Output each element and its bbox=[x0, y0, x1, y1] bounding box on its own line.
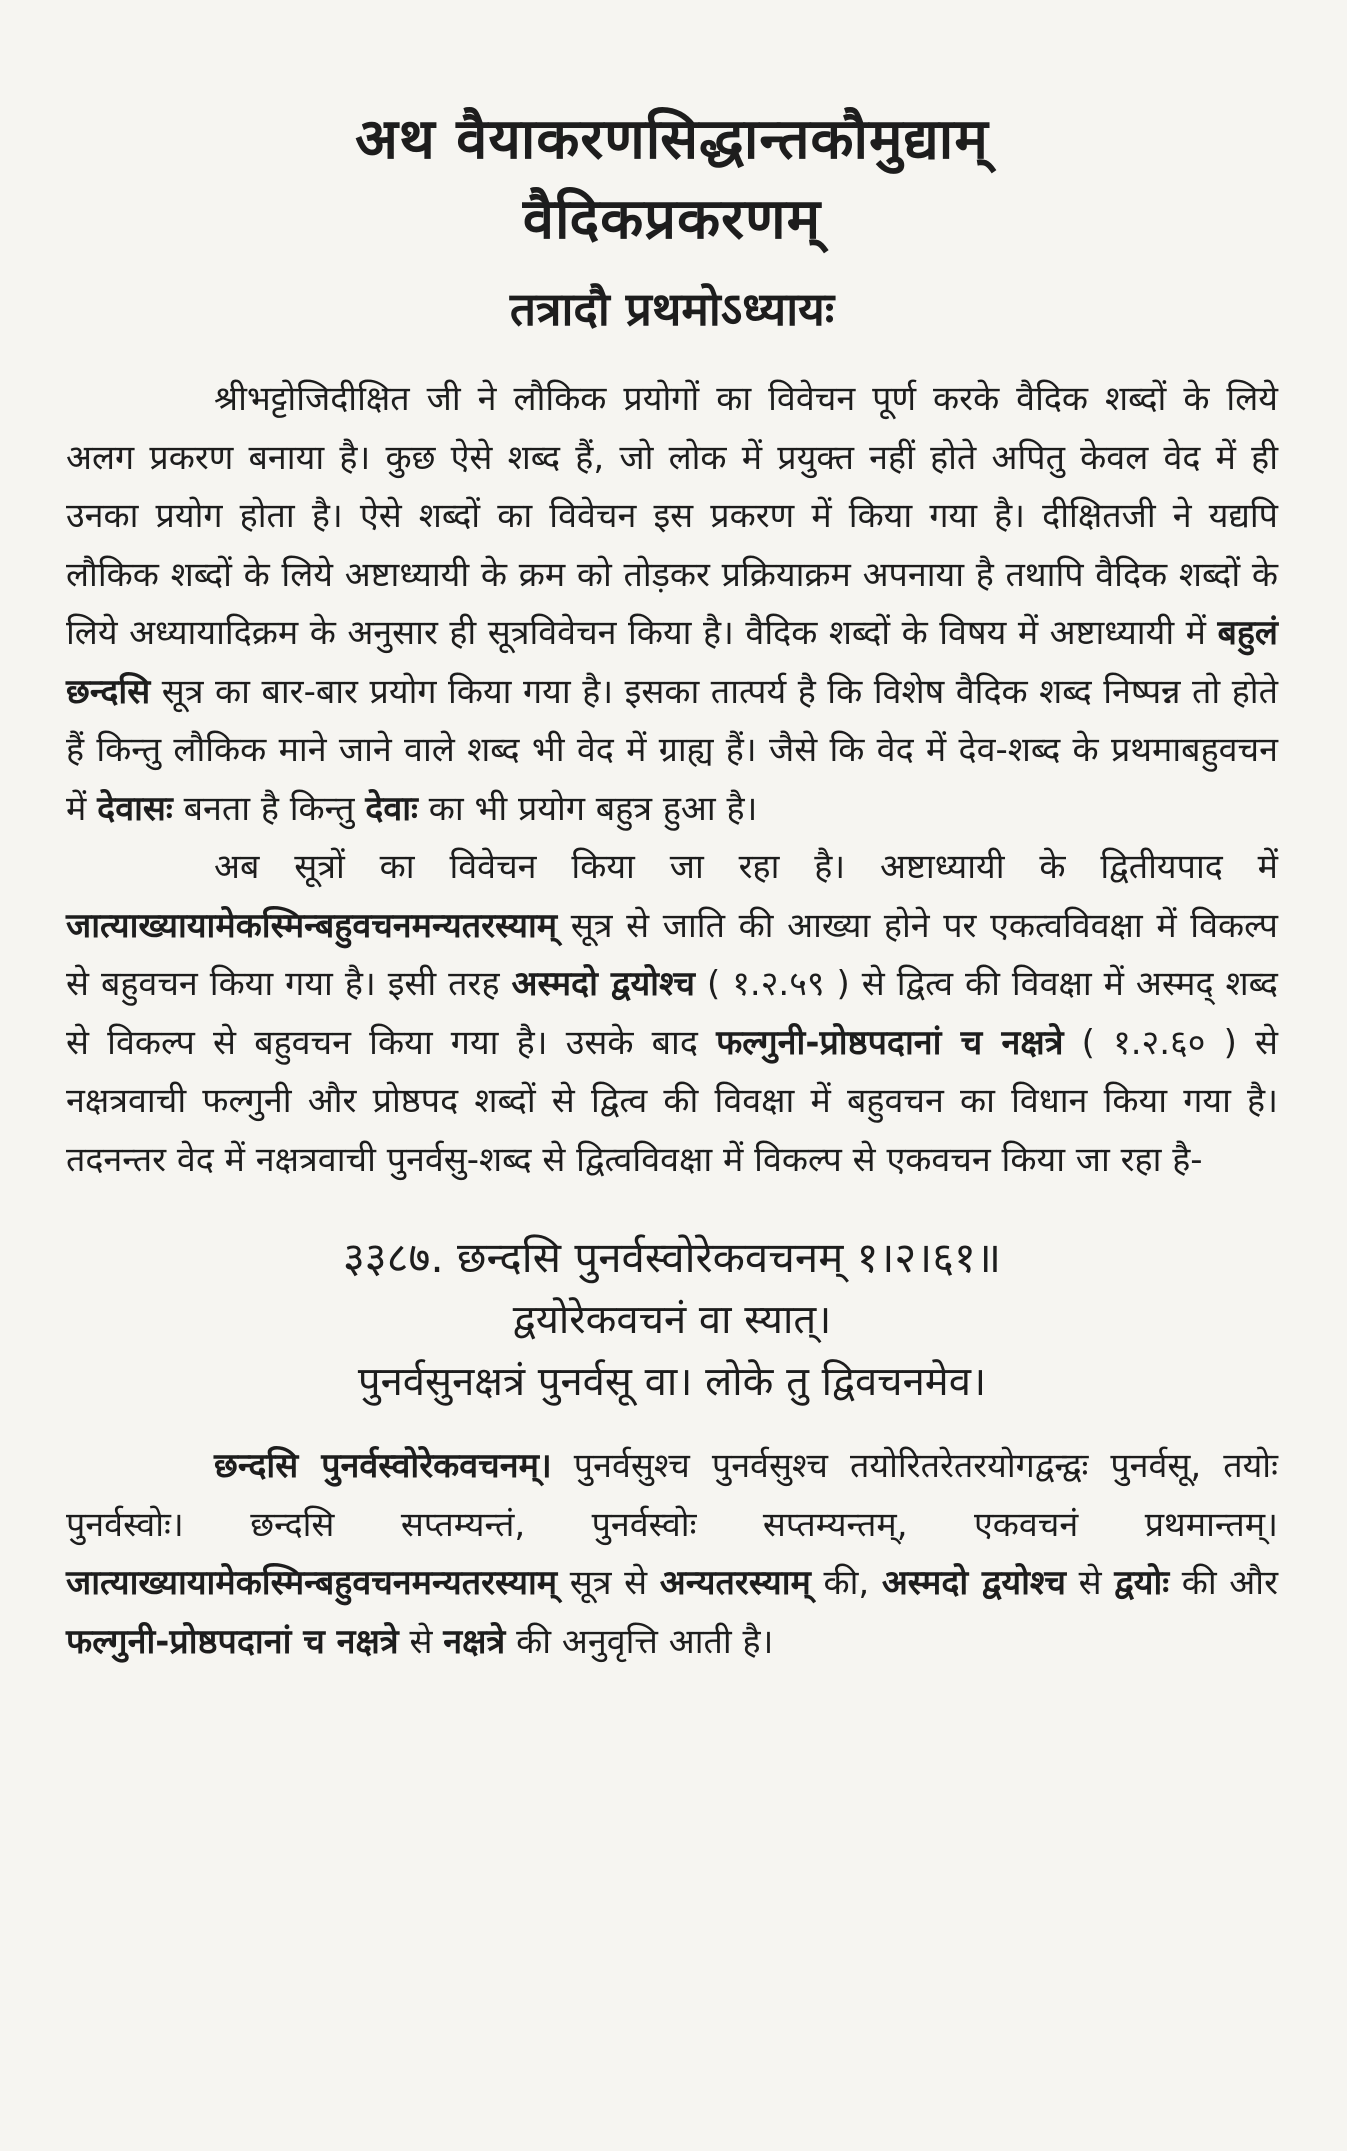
title-line-2: वैदिकप्रकरणम् bbox=[522, 187, 822, 252]
intro-text-2: सूत्र का बार-बार प्रयोग किया गया है। इसका तात्पर्य है कि विशेष वैदिक शब्द निष्पन्न तो होते हैं किन्तु लौकिक माने जाने वाले शब्द भी वेद में ग्राह्य हैं। जैसे कि वेद में देव-शब्द के प्रथमाबहुवचन में bbox=[66, 671, 1278, 829]
chapter-heading: तत्रादौ प्रथमोऽध्यायः bbox=[509, 282, 835, 336]
commentary-bold-2: जात्याख्यायामेकस्मिन्बहुवचनमन्यतरस्याम् bbox=[66, 1563, 558, 1603]
commentary-paragraph bbox=[66, 1437, 1278, 1671]
sutra-line-1: द्वयोरेकवचनं वा स्यात्। bbox=[512, 1297, 832, 1343]
commentary-text-5: की और bbox=[1169, 1563, 1278, 1603]
second-bold-2: अस्मदो द्वयोश्च bbox=[511, 964, 696, 1004]
commentary-text-3: की, bbox=[810, 1563, 882, 1603]
commentary-text-7: की अनुवृत्ति आती है। bbox=[505, 1621, 774, 1662]
second-paragraph bbox=[66, 838, 1278, 1189]
title-line-1: अथ वैयाकरणसिद्धान्तकौमुद्याम् bbox=[355, 107, 989, 172]
commentary-bold-6: फल्गुनी-प्रोष्ठपदानां च नक्षत्रे bbox=[66, 1621, 399, 1662]
document-page bbox=[66, 100, 1278, 2100]
commentary-bold-4: अस्मदो द्वयोश्च bbox=[881, 1563, 1066, 1603]
second-text-3: ( १.२.५९ ) से द्वित्व की विवक्षा में अस्मद् शब्द से विकल्प से बहुवचन किया गया है। उसके बाद bbox=[66, 964, 1278, 1063]
second-text-4: ( १.२.६० ) से नक्षत्रवाची फल्गुनी और प्रोष्ठपद शब्दों से द्वित्व की विवक्षा में बहुवचन का विधान किया गया है। तदनन्तर वेद में नक्षत्रवाची पुनर्वसु-शब्द से द्वित्वविवक्षा में विकल्प से एकवचन किया जा रहा है- bbox=[66, 1022, 1278, 1180]
commentary-text-1: पुनर्वसुश्च पुनर्वसुश्च तयोरितरेतरयोगद्वन्द्वः पुनर्वसू, तयोः पुनर्वस्वोः। छन्दसि सप्तम्यन्तं, पुनर्वस्वोः सप्तम्यन्तम्, एकवचनं प्रथमान्तम्। bbox=[66, 1446, 1278, 1545]
intro-text-3: बनता है किन्तु bbox=[172, 788, 366, 829]
commentary-bold-7: नक्षत्रे bbox=[443, 1621, 506, 1662]
intro-bold-1: बहुलं छन्दसि bbox=[66, 613, 1278, 712]
commentary-text-2: सूत्र से bbox=[557, 1563, 660, 1603]
second-bold-3: फल्गुनी-प्रोष्ठपदानां च नक्षत्रे bbox=[716, 1022, 1064, 1063]
intro-text-4: का भी प्रयोग बहुत्र हुआ है। bbox=[417, 788, 758, 829]
sutra-heading: ३३८७. छन्दसि पुनर्वस्वोरेकवचनम् १।२।६१॥ bbox=[342, 1233, 1002, 1282]
commentary-text-4: से bbox=[1065, 1563, 1115, 1603]
intro-bold-2: देवासः bbox=[97, 788, 173, 829]
intro-text-1: श्रीभट्टोजिदीक्षित जी ने लौकिक प्रयोगों का विवेचन पूर्ण करके वैदिक शब्दों के लिये अलग प्रकरण बनाया है। कुछ ऐसे शब्द हैं, जो लोक में प्रयुक्त नहीं होते अपितु केवल वेद में ही उनका प्रयोग होता है। ऐसे शब्दों का विवेचन इस प्रकरण में किया गया है। दीक्षितजी ने यद्यपि लौकिक शब्दों के लिये अष्टाध्यायी के क्रम को तोड़कर प्रक्रियाक्रम अपनाया है तथापि वैदिक शब्दों के लिये अध्यायादिक्रम के अनुसार ही सूत्रविवेचन किया है। वैदिक शब्दों के विषय में अष्टाध्यायी में bbox=[66, 379, 1278, 653]
intro-paragraph bbox=[66, 370, 1278, 838]
commentary-bold-3: अन्यतरस्याम् bbox=[659, 1563, 811, 1603]
commentary-bold-1: छन्दसि पुनर्वस्वोरेकवचनम्। bbox=[214, 1446, 552, 1486]
commentary-text-6: से bbox=[398, 1621, 444, 1662]
commentary-bold-5: द्वयोः bbox=[1114, 1563, 1170, 1603]
sutra-line-2: पुनर्वसुनक्षत्रं पुनर्वसू वा। लोके तु द्विवचनमेव। bbox=[357, 1359, 987, 1405]
sutra-block bbox=[66, 1227, 1278, 1413]
page-title bbox=[66, 100, 1278, 260]
second-bold-1: जात्याख्यायामेकस्मिन्बहुवचनमन्यतरस्याम् bbox=[66, 905, 558, 946]
intro-bold-3: देवाः bbox=[365, 788, 418, 829]
second-text-2: सूत्र से जाति की आख्या होने पर एकत्वविवक्षा में विकल्प से बहुवचन किया गया है। इसी तरह bbox=[66, 905, 1278, 1004]
second-text-1: अब सूत्रों का विवेचन किया जा रहा है। अष्टाध्यायी के द्वितीयपाद में bbox=[214, 847, 1278, 887]
